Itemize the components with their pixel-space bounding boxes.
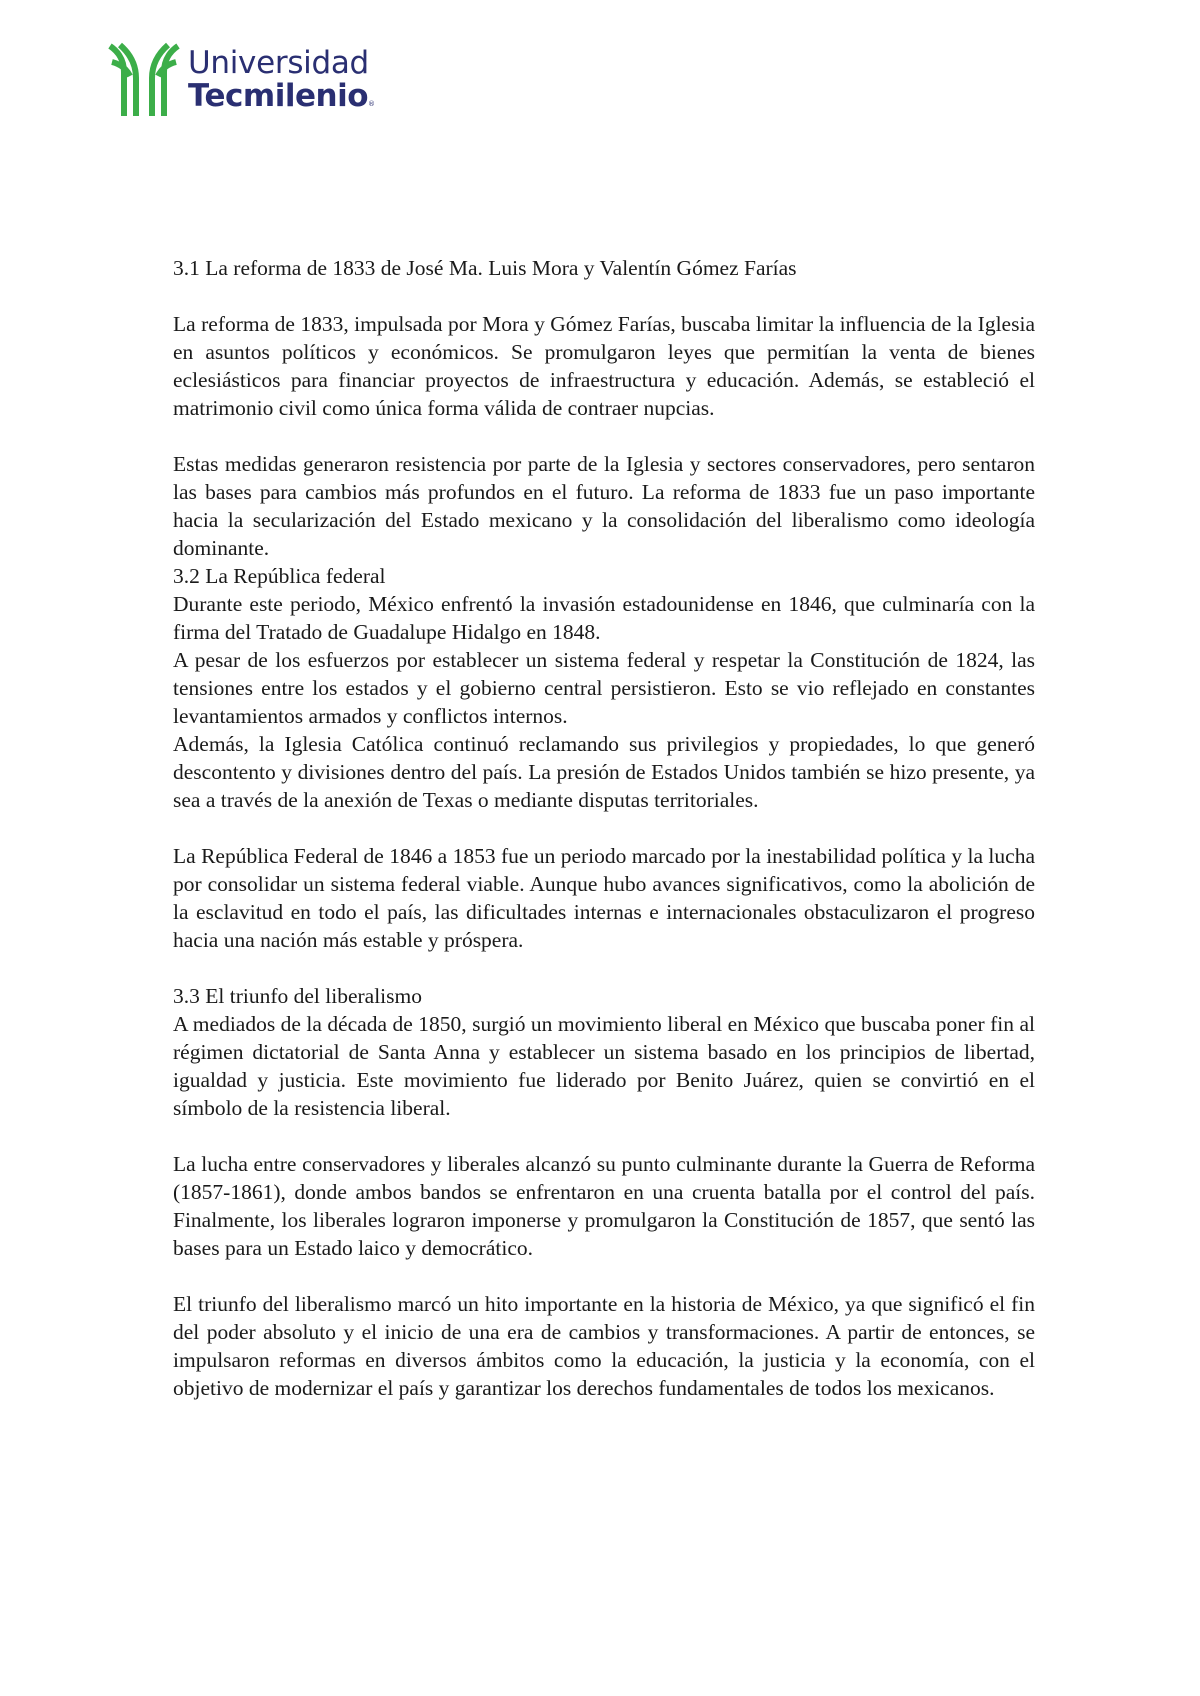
section-3-2-paragraph-4: La República Federal de 1846 a 1853 fue un periodo marcado por la inestabilidad política y la lucha por consolidar un sistema federal viable. Aunque hubo avances significativos, como la abolición de la esclavitud en todo el país, las dificultades internas e internacionales obstaculizaron el progreso hacia una nación más estable y próspera. — [173, 844, 1035, 952]
section-3-1-heading: 3.1 La reforma de 1833 de José Ma. Luis Mora y Valentín Gómez Farías — [173, 256, 797, 280]
university-logo — [108, 42, 388, 122]
document-body — [173, 254, 1035, 1402]
section-3-3-paragraph-2: La lucha entre conservadores y liberales alcanzó su punto culminante durante la Guerra de Reforma (1857-1861), donde ambos bandos se enfrentaron en una cruenta batalla por el control del país. Finalmente, los liberales lograron imponerse y promulgaron la Constitución de 1857, que sentó las bases para un Estado laico y democrático. — [173, 1152, 1035, 1260]
section-3-2-paragraph-1: Durante este periodo, México enfrentó la invasión estadounidense en 1846, que culminaría con la firma del Tratado de Guadalupe Hidalgo en 1848. — [173, 592, 1035, 644]
section-3-1-paragraph-1: La reforma de 1833, impulsada por Mora y Gómez Farías, buscaba limitar la influencia de la Iglesia en asuntos políticos y económicos. Se promulgaron leyes que permitían la venta de bienes eclesiásticos para financiar proyectos de infraestructura y educación. Además, se estableció el matrimonio civil como única forma válida de contraer nupcias. — [173, 312, 1035, 420]
section-3-1-paragraph-2: Estas medidas generaron resistencia por parte de la Iglesia y sectores conservadores, pero sentaron las bases para cambios más profundos en el futuro. La reforma de 1833 fue un paso importante hacia la secularización del Estado mexicano y la consolidación del liberalismo como ideología dominante. — [173, 452, 1035, 560]
logo-line-tecmilenio — [188, 78, 375, 114]
section-3-2-heading: 3.2 La República federal — [173, 564, 386, 588]
section-3-3-heading: 3.3 El triunfo del liberalismo — [173, 984, 422, 1008]
section-3-3-paragraph-1: A mediados de la década de 1850, surgió un movimiento liberal en México que buscaba poner fin al régimen dictatorial de Santa Anna y establecer un sistema basado en los principios de libertad, igualdad y justicia. Este movimiento fue liderado por Benito Juárez, quien se convirtió en el símbolo de la resistencia liberal. — [173, 1012, 1035, 1120]
section-3-2-paragraph-3: Además, la Iglesia Católica continuó reclamando sus privilegios y propiedades, lo que generó descontento y divisiones dentro del país. La presión de Estados Unidos también se hizo presente, ya sea a través de la anexión de Texas o mediante disputas territoriales. — [173, 732, 1035, 812]
logo-line-universidad: Universidad — [188, 45, 369, 81]
logo-tecmilenio-text: Tecmilenio — [188, 78, 369, 114]
logo-wordmark — [188, 45, 375, 114]
registered-mark: ® — [368, 100, 375, 108]
tecmilenio-mark-icon — [108, 42, 180, 118]
section-3-3-paragraph-3: El triunfo del liberalismo marcó un hito importante en la historia de México, ya que significó el fin del poder absoluto y el inicio de una era de cambios y transformaciones. A partir de entonces, se impulsaron reformas en diversos ámbitos como la educación, la justicia y la economía, con el objetivo de modernizar el país y garantizar los derechos fundamentales de todos los mexicanos. — [173, 1292, 1035, 1400]
section-3-2-paragraph-2: A pesar de los esfuerzos por establecer un sistema federal y respetar la Constitución de 1824, las tensiones entre los estados y el gobierno central persistieron. Esto se vio reflejado en constantes levantamientos armados y conflictos internos. — [173, 648, 1035, 728]
